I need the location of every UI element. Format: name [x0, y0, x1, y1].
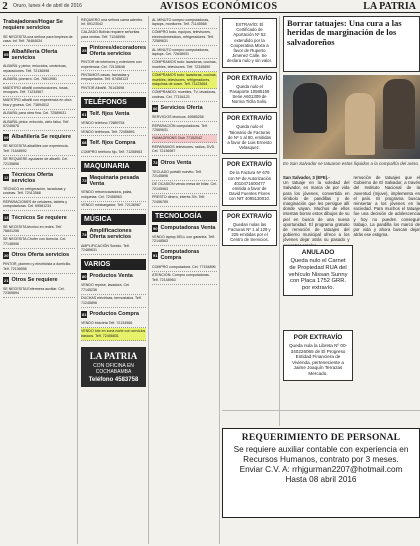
- patria-box-title: LA PATRIA: [89, 350, 138, 361]
- section-head: 09 Albañilería Se requiere: [4, 134, 72, 141]
- classified-ad: COMPRAMOS todo: lavadoras, cocinas, muebles, televisores. Telf. 72345890: [152, 59, 217, 72]
- classified-ad: HUMAGRIONS Club 77152042: [152, 135, 217, 143]
- ads-column-2: [81, 16, 149, 544]
- libreta-notice: [283, 330, 353, 381]
- patria-office-box: [81, 347, 146, 387]
- classified-ad: REPARACIÓN computadoras. Telf. 72589631: [152, 122, 217, 135]
- section-head: 05 Albañilería Oferta servicios: [4, 48, 58, 61]
- classified-ad: AL MINUTO compro computadoras, laptops. Cel. 72648931: [152, 46, 217, 59]
- classified-ad: PINTOR Albañil. 76143698: [81, 84, 146, 92]
- category-banner: MAQUINARIA: [81, 161, 146, 172]
- classified-ad: COMPRANDO: muebles, TV, lavadoras, cocinas. Cel. 77154123: [152, 89, 217, 102]
- notice-box: POR EXTRAVÍO De la Factura Nº 679 con Nº de Autorización 4010471600477 emitida a favor de David Fuentes Flores con NIT 4095130010.: [222, 158, 277, 205]
- highlighted-ad: COMPRAMOS todo: lavadoras, cocinas, muebles, televisores, refrigeradores, máquinas de coser. Telf. 71123654: [152, 72, 217, 89]
- classified-ad: DE OCASIÓN vendo mesa de billar. Cel. 72145963: [152, 181, 217, 194]
- section-head: 68 Telf. fijos Compra: [82, 139, 136, 146]
- notice-box: POR EXTRAVÍO Quedan nulas las Facturas Nº 1 al 129 y 225 emitidas por el Centro de Servicios.: [222, 210, 277, 247]
- section-head: 73 Maquinaria pesada Venta: [82, 174, 139, 187]
- article-text: Un tatuaje en la soledad del Salvador, es marca de por vida para los jóvenes, convertida en símbolo de pandillas y de marginación que les persigue allí donde vayan. Muchos de ellos intentan borrar estos dibujos de su piel en busca de una nueva oportunidad. El programa gratuito de remoción de tatuajes del gobierno municipal ofrece a los jóvenes dejar atrás su pasado y: [283, 180, 350, 243]
- page-header: [0, 0, 420, 13]
- classified-ad: SE NECESITA una señora para limpieza de casa. Inf. Telf. 76484634: [3, 33, 75, 46]
- section-head: 61 Telf. fijos Venta: [82, 111, 130, 118]
- category-banner: VARIOS: [81, 259, 146, 270]
- libreta-title: POR EXTRAVÍO: [293, 334, 343, 341]
- page-number: 2: [2, 0, 8, 12]
- section-head: 81 Productos Compra: [82, 311, 139, 318]
- classified-ad: PINTAMOS casas, fachadas y empapelados. Telf. 67458123: [81, 71, 146, 84]
- photo-caption: En San Salvador se tatuaron estos líquidos a la compañía del aviso.: [283, 161, 420, 166]
- category-banner: MÚSICA: [81, 214, 146, 225]
- notices-column-4: [222, 16, 280, 426]
- classified-ad: PRESTO dinero, interés 3%. Telf. 72456789: [152, 194, 217, 207]
- divider: [222, 410, 420, 424]
- classified-ad: ATENCIÓN: Compro computadoras. Telf. 72148963: [152, 272, 217, 285]
- notice-box: POR EXTRAVÍO Queda nulo el Pasaporte 10585159 Serie A601309 de Norma Ticlla Solis.: [222, 72, 277, 109]
- classified-ad: AMPLIFICACIÓN Sonido. Telf. 72489631: [81, 242, 146, 255]
- classified-ad: REPARAMOS televisores, radios, DVD. Cel. 72136987: [152, 143, 217, 156]
- classified-ad: TÉCNICO en refrigeración, lavadoras y cocinas. Telf. 72413568: [3, 186, 75, 199]
- section-head: 20 Otros Oferta servicios: [4, 252, 70, 259]
- section-head: Trabajadoras/Hogar Se requiere servicios: [3, 19, 63, 31]
- classified-ad: REPARACIONES de celulares, tablets y computadoras. Cel. 69581234: [3, 198, 75, 211]
- classified-ad: SE REQUIERE ayudante de albañil. Cel. 72135896: [3, 156, 75, 169]
- anulado-body: Queda nulo el Carnet de Propiedad RUA del vehículo Nissan Sunny con Placa 1752 GRR. por extravío.: [288, 258, 348, 292]
- requirement-body: Se requiere auxiliar contable con experiencia en Recursos Humanos, contrato por 3 meses. Enviar C.V. A: rrhjgurman2207@hotmail.com Hasta 08 abril 2016: [233, 445, 409, 484]
- patria-box-subtitle: CON OFICINA EN COCHABAMBA: [93, 362, 134, 375]
- section-head: 72 Otros Venta: [153, 159, 192, 166]
- classified-ad: COMPRO computadora. Cel. 77154896: [152, 263, 217, 271]
- section-head: 13 Técnicos Se requiere: [4, 214, 67, 221]
- classified-ad: ALBAÑIL para obra fina. Cel. 72589631: [3, 110, 75, 118]
- classified-ad: PINTOR, plomero y electricista a domicilio. Telf. 72136598: [3, 261, 75, 274]
- classified-ad: VENDO bicicleta Telf. 72134568: [81, 320, 146, 328]
- requirement-title: REQUERIMIENTO DE PERSONAL: [241, 433, 401, 443]
- classified-ad: SE NECESITA albañiles con experiencia. Telf. 71648592: [3, 143, 75, 156]
- classified-ad: PINTOR de interiores y exteriores con experiencia. Cel. 72135648: [81, 59, 146, 72]
- anulado-title: ANULADO: [301, 249, 335, 256]
- classified-ad: VENDO retroexcavadora, palas, volquetas. Cel. 72458963: [81, 189, 146, 202]
- section-head: 06 Servicios Oferta: [153, 105, 203, 112]
- staff-requirement-ad: [222, 428, 420, 518]
- article-text: remoción de tatuajes que el Gobierno de El Salvador, a través del Instituto Nacional de la Juventud (Injuve), implementa en el país. El programa busca reinsertar a los jóvenes en la sociedad. Para muchos el tatuaje fue una decisión de adolescencia y hoy no pueden conseguir trabajo. La pandilla los marcó de por vida y ahora buscan dejar atrás ese estigma.: [353, 175, 420, 238]
- photo-figure: [293, 83, 327, 133]
- classified-ad: SE NECESITA Chofer con licencia. Cel. 77148596: [3, 236, 75, 249]
- notice-box: EXTRAVÍO: El Certificado de Aportación Nº 52 extendido por la Cooperativa Mixta a favor de Ruperto Jimenez Calle. Se declara nulo y sin valor.: [222, 18, 277, 68]
- libreta-body: Queda nula la Libreta Nº 00-340226065 de El Progreso Entidad Financiera de Vivienda, perteneciente a Jaime Joaquín Terrazas Mercado.: [288, 343, 348, 376]
- classified-ad: COMPRO todo, equipos, televisores, electrodomésticos, refrigeradores. Telf. 72589631: [152, 29, 217, 46]
- section-head: 21 Otros Se requiere: [4, 277, 58, 284]
- classified-ad: SE NECESITA técnico en redes. Telf. 76841256: [3, 223, 75, 236]
- classified-ad: ALBAÑIL plomero. Cel. 76613981: [3, 76, 75, 84]
- article-column: [283, 175, 350, 241]
- classified-ad: VENDO minicargador. Telf. 72136987: [81, 202, 146, 210]
- section-head: 74 Amplificaciones Oferta servicios: [82, 228, 132, 241]
- section-title: AVISOS ECONÓMICOS: [160, 1, 278, 12]
- classified-ad: ALBAÑIL pintor, enlucido, cielo falso. Telf. 67245678: [3, 118, 75, 131]
- article-column: [354, 175, 420, 410]
- article-dateline: San Salvador, 3 (EFE).-: [283, 175, 330, 180]
- ads-column-1: [3, 16, 78, 544]
- ads-column-3: [152, 16, 220, 544]
- classified-ad: TECLADO portátil nuevito. Telf. 72145896: [152, 168, 217, 181]
- classified-ad: ALBAÑIL y pintor, enlucidos, cerámicas, reparaciones. Telf. 72136598: [3, 63, 75, 76]
- header-date: Oruro, lunes 4 de abril de 2016: [13, 3, 82, 9]
- classified-ad: MAESTRO albañil construcciones, losas, revoques. Telf. 71234567: [3, 84, 75, 97]
- section-head: 80 Productos Venta: [82, 273, 133, 280]
- notice-box: POR EXTRAVÍO Queda nulo el Talonario de Facturas de Nº 1 al 50, emitidas a favor de Luis Ernesto Velasquez.: [222, 112, 277, 154]
- section-head: 90 Computadoras Venta: [153, 225, 216, 232]
- category-banner: TECNOLOGÍA: [152, 211, 217, 222]
- classified-ad: COMPRO teléfono fijo. Telf. 71258963: [81, 148, 146, 156]
- patria-box-phone: Teléfono 4583758: [88, 376, 139, 383]
- feature-headline-box: [283, 16, 420, 72]
- anulado-notice: [283, 245, 353, 296]
- classified-ad: VENDO laptop DELL con garantía. Telf. 72148563: [152, 234, 217, 247]
- highlighted-ad: VENDO lote en zona norte con servicios básicos. Telf. 72456831: [81, 328, 146, 341]
- feature-headline: Borrar tatuajes: Una cura a las heridas de marginación de los salvadoreños: [287, 18, 402, 47]
- section-head: 12 Técnicos Oferta servicios: [4, 171, 54, 184]
- classified-ad: REQUIERO una señora cama adentro. Inf. 69123042: [81, 16, 146, 29]
- classified-ad: VENDO teléfono 72689754: [81, 120, 146, 128]
- classified-ad: VENDO reprise, lavadora. Cel. 77145236: [81, 282, 146, 295]
- section-head: 91 Computadoras Compra: [153, 249, 200, 262]
- classified-ad: VENDO teléfonos. Telf. 72456891: [81, 128, 146, 136]
- classified-ad: CALZADO Bolivia requiere señoritas para ventas. Telf. 71248596: [81, 29, 146, 42]
- news-photo: [283, 75, 420, 159]
- classified-ad: SERVICIOS técnicos. 69585258: [152, 114, 217, 122]
- category-banner: TELÉFONOS: [81, 97, 146, 108]
- classified-ad: AL MINUTO compro computadoras, laptops, monitores. Telf. 71145568: [152, 16, 217, 29]
- newspaper-brand: LA PATRIA: [363, 1, 416, 12]
- section-head: 25 Pintores/decoradores Oferta servicios: [82, 44, 146, 57]
- photo-figure: [383, 79, 415, 149]
- classified-ad: DUCHAS eléctricas, termostatos. Telf. 71245896: [81, 295, 146, 308]
- photo-figure: [345, 93, 375, 155]
- classified-ad: MAESTRO albañil con experiencia en obra fina y gruesa. Cel. 73894512: [3, 97, 75, 110]
- classified-ad: SE NECESITA Enfermera auxiliar. Cel. 72365894: [3, 286, 75, 299]
